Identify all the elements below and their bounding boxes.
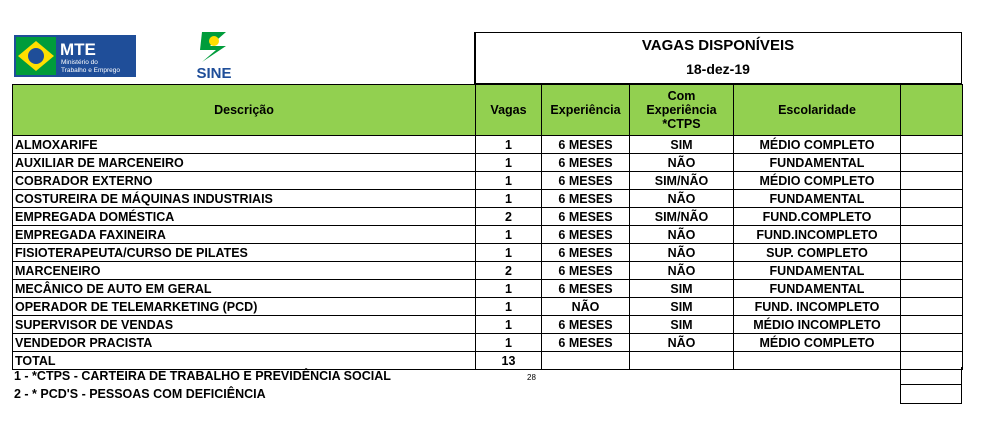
cell-vagas: 1 (476, 244, 542, 262)
column-header-blank (901, 85, 963, 136)
cell-experiencia: 6 MESES (542, 190, 630, 208)
cell-experiencia: 6 MESES (542, 172, 630, 190)
cell-ctps: SIM (630, 316, 734, 334)
cell-descricao: COSTUREIRA DE MÁQUINAS INDUSTRIAIS (13, 190, 476, 208)
cell-experiencia: 6 MESES (542, 208, 630, 226)
column-header-experiencia: Experiência (542, 85, 630, 136)
cell-vagas: 1 (476, 316, 542, 334)
cell-experiencia: 6 MESES (542, 262, 630, 280)
cell-experiencia: 6 MESES (542, 136, 630, 154)
cell-escolaridade: FUND.COMPLETO (734, 208, 901, 226)
table-header-row (13, 85, 963, 136)
cell-experiencia: 6 MESES (542, 244, 630, 262)
sine-logo (186, 28, 242, 82)
cell-descricao: COBRADOR EXTERNO (13, 172, 476, 190)
table-row (13, 244, 963, 262)
cell-ctps: SIM (630, 280, 734, 298)
cell-ctps: SIM/NÃO (630, 208, 734, 226)
mte-logo-text: MTE (60, 40, 96, 59)
cell-ctps: SIM (630, 298, 734, 316)
cell-descricao: MECÂNICO DE AUTO EM GERAL (13, 280, 476, 298)
cell-descricao: EMPREGADA DOMÉSTICA (13, 208, 476, 226)
cell-experiencia: 6 MESES (542, 226, 630, 244)
side-box-1 (900, 367, 962, 385)
cell-ctps: SIM (630, 136, 734, 154)
cell-descricao: MARCENEIRO (13, 262, 476, 280)
cell-experiencia: 6 MESES (542, 154, 630, 172)
footnote-pcd: 2 - * PCD'S - PESSOAS COM DEFICIÊNCIA (14, 387, 266, 401)
cell-blank (901, 298, 963, 316)
cell-escolaridade: FUNDAMENTAL (734, 190, 901, 208)
cell-vagas: 1 (476, 334, 542, 352)
cell-blank (542, 352, 630, 370)
cell-vagas: 1 (476, 298, 542, 316)
column-header-ctps: Com Experiência *CTPS (630, 85, 734, 136)
cell-ctps: NÃO (630, 244, 734, 262)
cell-escolaridade: MÉDIO COMPLETO (734, 172, 901, 190)
cell-escolaridade: MÉDIO INCOMPLETO (734, 316, 901, 334)
cell-descricao: OPERADOR DE TELEMARKETING (PCD) (13, 298, 476, 316)
column-header-descricao: Descrição (13, 85, 476, 136)
cell-vagas: 1 (476, 280, 542, 298)
cell-blank (901, 154, 963, 172)
cell-escolaridade: SUP. COMPLETO (734, 244, 901, 262)
cell-descricao: AUXILIAR DE MARCENEIRO (13, 154, 476, 172)
table-total-row (13, 352, 963, 370)
cell-blank (901, 262, 963, 280)
mte-logo (14, 35, 136, 77)
mte-logo-sub1: Ministério do (61, 59, 98, 66)
cell-vagas: 2 (476, 208, 542, 226)
cell-blank (734, 352, 901, 370)
cell-ctps: NÃO (630, 190, 734, 208)
cell-ctps: NÃO (630, 334, 734, 352)
cell-blank (630, 352, 734, 370)
cell-blank (901, 226, 963, 244)
cell-escolaridade: FUNDAMENTAL (734, 154, 901, 172)
table-row (13, 226, 963, 244)
total-label: TOTAL (13, 352, 476, 370)
cell-vagas: 1 (476, 172, 542, 190)
page-date: 18-dez-19 (686, 61, 750, 77)
cell-descricao: FISIOTERAPEUTA/CURSO DE PILATES (13, 244, 476, 262)
column-header-vagas: Vagas (476, 85, 542, 136)
cell-descricao: EMPREGADA FAXINEIRA (13, 226, 476, 244)
cell-blank (901, 280, 963, 298)
page-number: 28 (527, 373, 536, 382)
footnote-ctps: 1 - *CTPS - CARTEIRA DE TRABALHO E PREVIDÊNCIA SOCIAL (14, 369, 391, 383)
table-row (13, 136, 963, 154)
cell-blank (901, 208, 963, 226)
mte-logo-sub2: Trabalho e Emprego (61, 67, 121, 74)
cell-ctps: NÃO (630, 262, 734, 280)
cell-escolaridade: MÉDIO COMPLETO (734, 334, 901, 352)
table-row (13, 172, 963, 190)
cell-blank (901, 316, 963, 334)
table-row (13, 262, 963, 280)
cell-vagas: 1 (476, 136, 542, 154)
sine-logo-text: SINE (196, 65, 232, 82)
side-box-2 (900, 385, 962, 404)
table-row (13, 334, 963, 352)
cell-escolaridade: FUND. INCOMPLETO (734, 298, 901, 316)
cell-blank (901, 172, 963, 190)
cell-blank (901, 244, 963, 262)
cell-descricao: ALMOXARIFE (13, 136, 476, 154)
cell-vagas: 1 (476, 226, 542, 244)
cell-descricao: SUPERVISOR DE VENDAS (13, 316, 476, 334)
cell-vagas: 2 (476, 262, 542, 280)
cell-blank (901, 136, 963, 154)
table-row (13, 316, 963, 334)
cell-experiencia: NÃO (542, 298, 630, 316)
cell-experiencia: 6 MESES (542, 280, 630, 298)
cell-blank (901, 334, 963, 352)
vacancies-table (12, 84, 963, 370)
table-row (13, 190, 963, 208)
cell-vagas: 1 (476, 154, 542, 172)
cell-escolaridade: FUNDAMENTAL (734, 262, 901, 280)
table-row (13, 208, 963, 226)
cell-ctps: SIM/NÃO (630, 172, 734, 190)
table-row (13, 280, 963, 298)
cell-ctps: NÃO (630, 226, 734, 244)
cell-escolaridade: FUNDAMENTAL (734, 280, 901, 298)
table-row (13, 298, 963, 316)
cell-experiencia: 6 MESES (542, 334, 630, 352)
cell-ctps: NÃO (630, 154, 734, 172)
cell-descricao: VENDEDOR PRACISTA (13, 334, 476, 352)
column-header-escolaridade: Escolaridade (734, 85, 901, 136)
cell-escolaridade: FUND.INCOMPLETO (734, 226, 901, 244)
table-row (13, 154, 963, 172)
cell-experiencia: 6 MESES (542, 316, 630, 334)
cell-escolaridade: MÉDIO COMPLETO (734, 136, 901, 154)
cell-blank (901, 190, 963, 208)
total-value: 13 (476, 352, 542, 370)
page-title: VAGAS DISPONÍVEIS (641, 37, 795, 54)
cell-vagas: 1 (476, 190, 542, 208)
